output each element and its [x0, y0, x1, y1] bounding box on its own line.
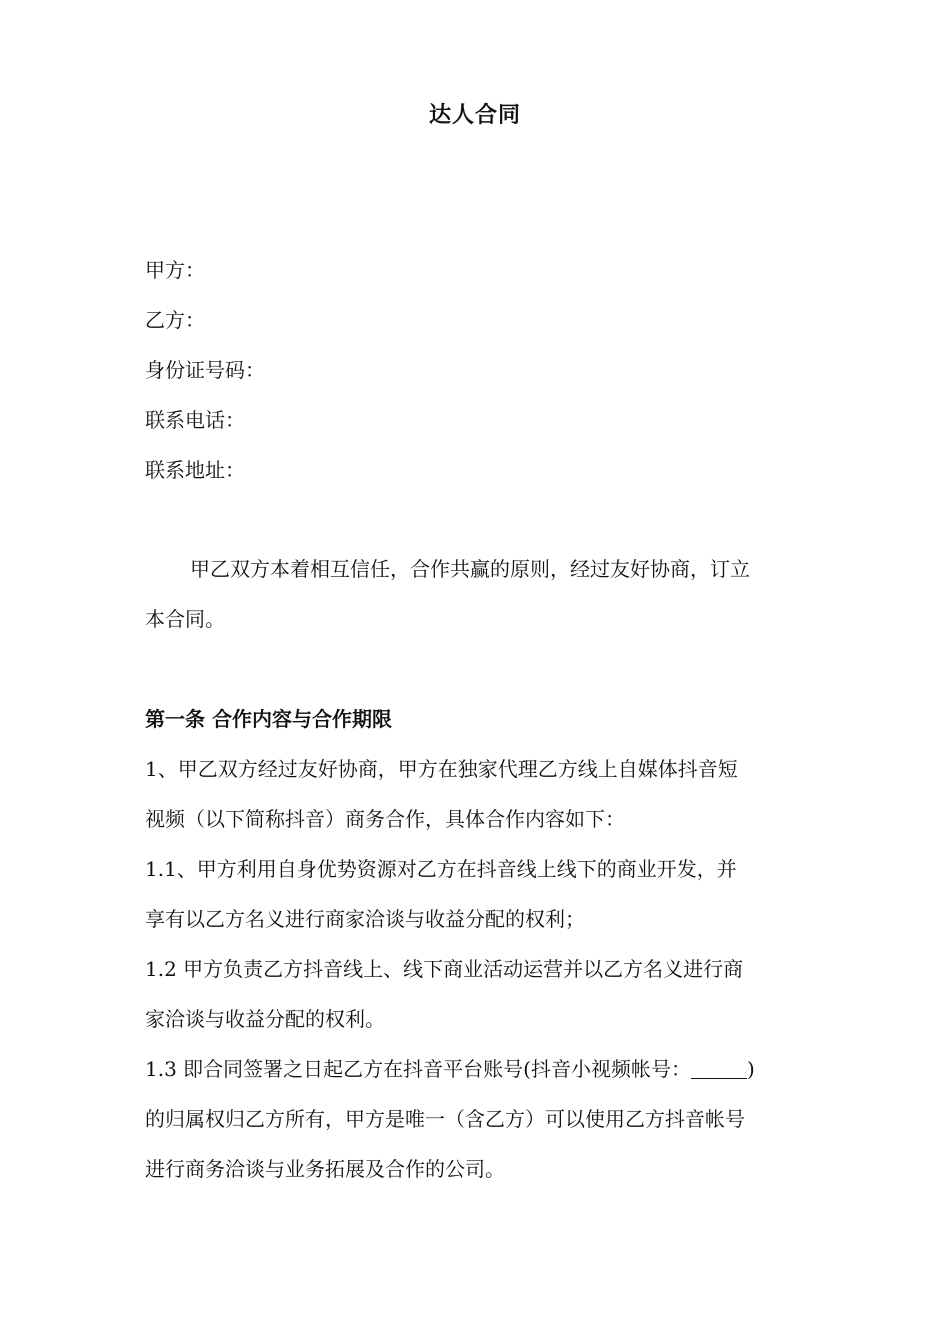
id-number-label: 身份证号码： — [145, 358, 265, 382]
clause-1-1-line-2: 享有以乙方名义进行商家洽谈与收益分配的权利； — [145, 907, 585, 931]
party-b-label: 乙方： — [145, 308, 205, 332]
preamble-line-2: 本合同。 — [145, 607, 225, 631]
clause-1-3-line-3: 进行商务洽谈与业务拓展及合作的公司。 — [145, 1157, 505, 1181]
clause-1-3-line-2: 的归属权归乙方所有，甲方是唯一（含乙方）可以使用乙方抖音帐号 — [145, 1107, 745, 1131]
address-label: 联系地址： — [145, 458, 245, 482]
preamble-line-1: 甲乙双方本着相互信任，合作共赢的原则，经过友好协商，订立 — [190, 557, 750, 581]
clause-1-3-line-1 — [145, 1054, 825, 1084]
clause-1-1-line-1: 1.1、甲方利用自身优势资源对乙方在抖音线上线下的商业开发，并 — [145, 857, 737, 881]
article-1-heading: 第一条 合作内容与合作期限 — [145, 707, 392, 731]
phone-label: 联系电话： — [145, 408, 245, 432]
clause-1-3-text-after-blank: ) — [746, 1057, 755, 1081]
document-title: 达人合同 — [428, 103, 521, 128]
clause-1-3-text-before-blank: 1.3 即合同签署之日起乙方在抖音平台账号(抖音小视频帐号： — [145, 1057, 691, 1081]
clause-1-line-1: 1、甲乙双方经过友好协商，甲方在独家代理乙方线上自媒体抖音短 — [145, 757, 738, 781]
clause-1-line-2: 视频（以下简称抖音）商务合作，具体合作内容如下： — [145, 807, 625, 831]
clause-1-2-line-2: 家洽谈与收益分配的权利。 — [145, 1007, 385, 1031]
party-a-label: 甲方： — [145, 258, 205, 282]
clause-1-2-line-1: 1.2 甲方负责乙方抖音线上、线下商业活动运营并以乙方名义进行商 — [145, 957, 744, 981]
account-blank-field — [691, 1056, 747, 1079]
